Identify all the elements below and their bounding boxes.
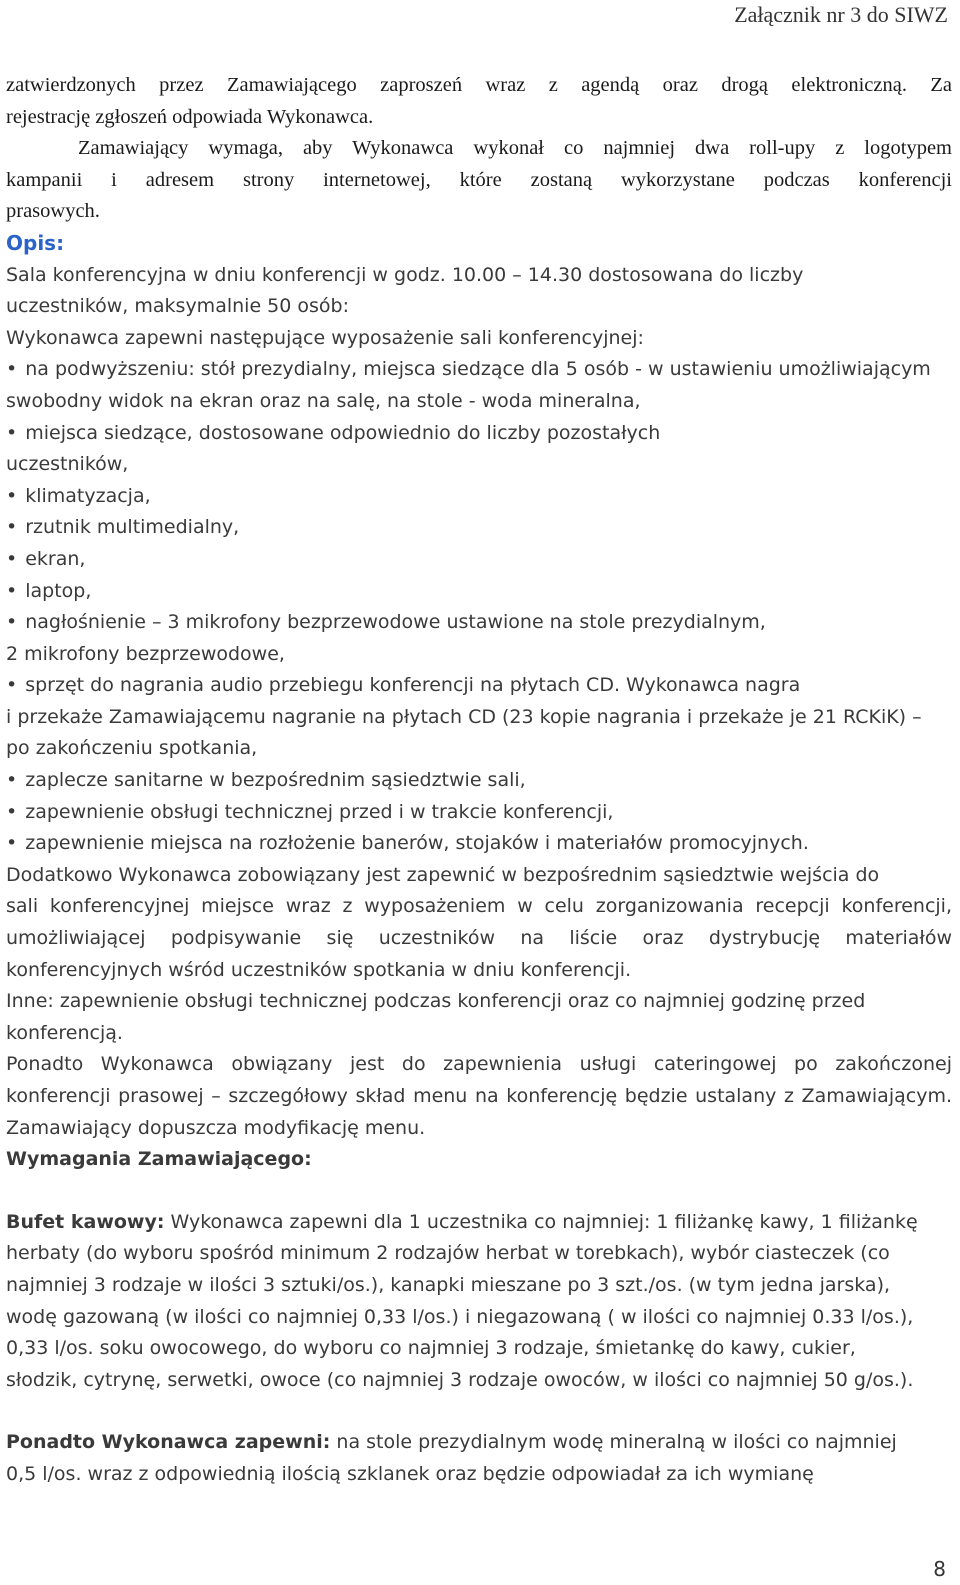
ponadto-zapewni-line: 0,5 l/os. wraz z odpowiednią ilością szklanek oraz będzie odpowiadał za ich wymianę: [6, 1462, 814, 1485]
intro-line: kampanii i adresem strony internetowej, które zostaną wykorzystane podczas konferencji: [6, 168, 952, 191]
equipment-item: • na podwyższeniu: stół prezydialny, miejsca siedzące dla 5 osób - w ustawieniu umożliwiającym: [6, 354, 952, 386]
intro-line: rejestrację zgłoszeń odpowiada Wykonawca.: [6, 105, 374, 128]
inne-line: Inne: zapewnienie obsługi technicznej podczas konferencji oraz co najmniej godzinę przed: [6, 990, 866, 1013]
dodatkowo-line: Dodatkowo Wykonawca zobowiązany jest zapewnić w bezpośrednim sąsiedztwie wejścia do: [6, 863, 880, 886]
ponadto-line: konferencji prasowej – szczegółowy skład menu na konferencję będzie ustalany z Zamawiającym.: [6, 1085, 952, 1107]
opis-line: uczestników, maksymalnie 50 osób:: [6, 295, 349, 318]
equipment-item: • rzutnik multimedialny,: [6, 512, 952, 544]
intro-line: Zamawiający wymaga, aby Wykonawca wykonał co najmniej dwa roll-upy z logotypem: [78, 137, 952, 160]
bufet-line: [6, 1207, 952, 1239]
equipment-item-continuation: i przekaże Zamawiającemu nagranie na płytach CD (23 kopie nagrania i przekaże je 21 RCKiK) –: [6, 705, 922, 728]
ponadto-zapewni-line: [6, 1427, 952, 1459]
opis-line: Sala konferencyjna w dniu konferencji w godz. 10.00 – 14.30 dostosowana do liczby: [6, 263, 804, 286]
page-number: 8: [933, 1557, 946, 1581]
equipment-item: • zapewnienie miejsca na rozłożenie banerów, stojaków i materiałów promocyjnych.: [6, 828, 952, 860]
ponadto-line: Ponadto Wykonawca obwiązany jest do zapewnienia usługi cateringowej po zakończonej: [6, 1053, 952, 1076]
opis-heading: Opis:: [6, 230, 65, 255]
opis-line: Wykonawca zapewni następujące wyposażenie sali konferencyjnej:: [6, 326, 644, 349]
equipment-item-continuation: swobodny widok na ekran oraz na salę, na stole - woda mineralna,: [6, 389, 641, 412]
ponadto-zapewni-label: Ponadto Wykonawca zapewni:: [6, 1431, 331, 1454]
dodatkowo-line: sali konferencyjnej miejsce wraz z wyposażeniem w celu zorganizowania recepcji konferencji,: [6, 895, 952, 918]
bufet-line: wodę gazowaną (w ilości co najmniej 0,33 l/os.) i niegazowaną ( w ilości co najmniej 0.33 l/os.),: [6, 1305, 914, 1328]
bufet-label: Bufet kawowy:: [6, 1210, 165, 1233]
equipment-item: • klimatyzacja,: [6, 481, 952, 513]
bufet-line: 0,33 l/os. soku owocowego, do wyboru co najmniej 3 rodzaje, śmietankę do kawy, cukier,: [6, 1337, 856, 1360]
equipment-item: • miejsca siedzące, dostosowane odpowiednio do liczby pozostałych: [6, 418, 952, 450]
intro-line: prasowych.: [6, 200, 100, 223]
equipment-item: • ekran,: [6, 544, 952, 576]
document-header: Załącznik nr 3 do SIWZ: [734, 2, 948, 27]
equipment-item-continuation: 2 mikrofony bezprzewodowe,: [6, 642, 285, 665]
bufet-text: Wykonawca zapewni dla 1 uczestnika co najmniej: 1 filiżankę kawy, 1 filiżankę: [164, 1210, 918, 1233]
equipment-item: • zaplecze sanitarne w bezpośrednim sąsiedztwie sali,: [6, 765, 952, 797]
equipment-item: • nagłośnienie – 3 mikrofony bezprzewodowe ustawione na stole prezydialnym,: [6, 607, 952, 639]
inne-line: konferencją.: [6, 1021, 123, 1044]
spacer: [6, 1176, 952, 1207]
dodatkowo-line: konferencyjnych wśród uczestników spotkania w dniu konferencji.: [6, 958, 632, 981]
wymagania-heading: Wymagania Zamawiającego:: [6, 1148, 312, 1171]
equipment-item: • laptop,: [6, 576, 952, 608]
bufet-line: słodzik, cytrynę, serwetki, owoce (co najmniej 3 rodzaje owoców, w ilości co najmniej 50 g/os.).: [6, 1368, 914, 1391]
intro-line: zatwierdzonych przez Zamawiającego zaproszeń wraz z agendą oraz drogą elektroniczną. Za: [6, 74, 952, 96]
equipment-item-continuation: uczestników,: [6, 453, 129, 476]
equipment-item-continuation: po zakończeniu spotkania,: [6, 737, 258, 760]
document-body: [6, 70, 952, 1491]
bufet-line: najmniej 3 rodzaje w ilości 3 sztuki/os.), kanapki mieszane po 3 szt./os. (w tym jedna jarska),: [6, 1273, 891, 1296]
dodatkowo-line: umożliwiającej podpisywanie się uczestników na liście oraz dystrybucję materiałów: [6, 927, 952, 950]
spacer: [6, 1396, 952, 1427]
bufet-line: herbaty (do wyboru spośród minimum 2 rodzajów herbat w torebkach), wybór ciasteczek (co: [6, 1242, 890, 1265]
equipment-item: • sprzęt do nagrania audio przebiegu konferencji na płytach CD. Wykonawca nagra: [6, 670, 952, 702]
ponadto-zapewni-text: na stole prezydialnym wodę mineralną w ilości co najmniej: [330, 1431, 897, 1454]
equipment-item: • zapewnienie obsługi technicznej przed i w trakcie konferencji,: [6, 797, 952, 829]
ponadto-line: Zamawiający dopuszcza modyfikację menu.: [6, 1116, 426, 1139]
